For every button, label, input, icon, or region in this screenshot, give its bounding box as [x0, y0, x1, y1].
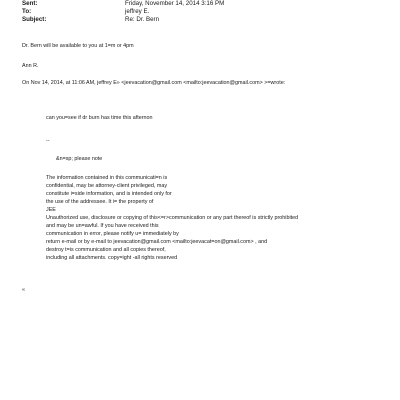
- disclaimer-line: and may be un=awful. If you have received this: [46, 223, 159, 229]
- disclaimer-line: constitute i=side information, and is intended only for: [46, 191, 172, 197]
- to-value: jeffrey E.: [125, 8, 150, 15]
- subject-row: [22, 16, 159, 24]
- disclaimer-line: communication in error, please notify u= immediately by: [46, 231, 179, 237]
- dashes-separator: --: [46, 138, 50, 144]
- subject-label: Subject:: [22, 16, 47, 23]
- disclaimer-line: Unauthorized use, disclosure or copying of this<=r>communication or any part thereof is strictly prohibited: [46, 215, 299, 221]
- disclaimer-line: destroy t=is communication and all copies thereof,: [46, 247, 166, 253]
- sent-value: Friday, November 14, 2014 3:16 PM: [125, 0, 225, 7]
- trailing-mark: «: [22, 287, 25, 293]
- to-label: To:: [22, 8, 32, 15]
- disclaimer-line: The information contained in this communicati=n is: [46, 175, 168, 181]
- disclaimer-line: the use of the addressee. It i= the property of: [46, 199, 154, 205]
- to-row: [22, 8, 149, 16]
- signature: Ann R.: [22, 63, 39, 69]
- quote-intro: On Nov 14, 2014, at 11:06 AM, jeffrey E» <jeevacation@gmail.com <mailto:jeevacation@gmail.com> >=wrote:: [22, 80, 286, 86]
- quoted-question: can you=see if dr burn has time this afternon: [46, 115, 153, 121]
- disclaimer-line: including all attachments. copy=ight -all rights reserved: [46, 255, 178, 261]
- disclaimer-line: return e-mail or by e-mail to jeevacation@gmail.com <mailto:jeevacat=on@gmail.com> , and: [46, 239, 268, 245]
- sent-row: [22, 0, 224, 8]
- please-note: &n=sp; please note: [56, 156, 103, 162]
- disclaimer-line: JEE: [46, 207, 56, 213]
- sent-label: Sent:: [22, 0, 38, 7]
- subject-value: Re: Dr. Bern: [125, 16, 160, 23]
- disclaimer-line: confidential, may be attorney-client privileged, may: [46, 183, 168, 189]
- body-line-availability: Dr. Bern will be available to you at 1=m or 4pm: [22, 43, 134, 49]
